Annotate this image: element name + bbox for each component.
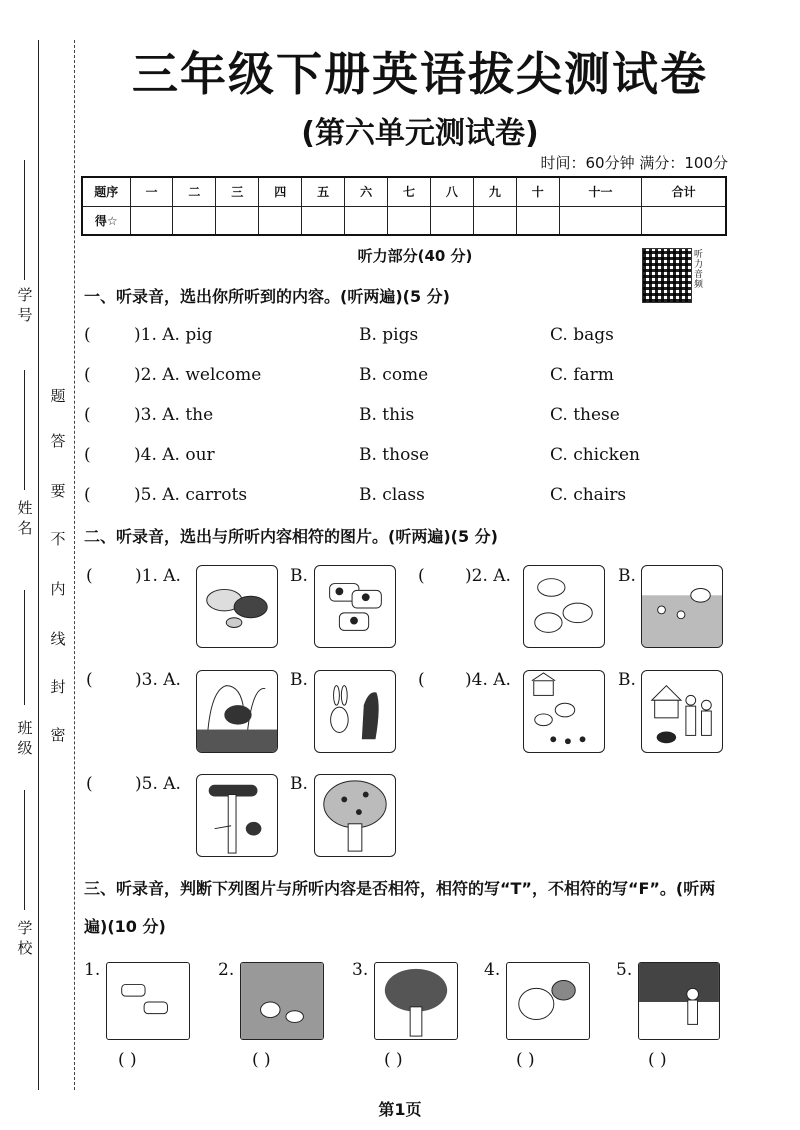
score-header-cell: 二 (173, 177, 216, 206)
score-cell[interactable] (559, 206, 642, 235)
seal-char: 密 (50, 726, 66, 744)
cows-picture[interactable] (314, 565, 396, 648)
score-cell[interactable] (345, 206, 388, 235)
score-cell[interactable] (430, 206, 473, 235)
answer-blank[interactable]: ( ) (516, 1050, 535, 1070)
score-header-cell: 八 (430, 177, 473, 206)
score-cell[interactable] (130, 206, 173, 235)
answer-paren[interactable]: ( (84, 485, 91, 505)
item-number: 5. (616, 960, 633, 980)
class-label: 班级 (17, 719, 33, 757)
school-label: 学校 (17, 919, 33, 957)
option-b: B. class (359, 485, 425, 505)
sheep-pair-picture[interactable] (506, 962, 590, 1040)
answer-paren[interactable]: ( (86, 774, 93, 794)
score-header-cell: 十一 (559, 177, 642, 206)
class-blank[interactable] (24, 590, 25, 705)
answer-paren[interactable]: ( (418, 566, 425, 586)
item-label: )2. A. (465, 566, 511, 586)
score-cell[interactable] (473, 206, 516, 235)
sheep-picture[interactable] (523, 565, 605, 648)
option-a: )1. A. pig (134, 325, 213, 345)
option-a: )2. A. welcome (134, 365, 262, 385)
binding-line-dashed (74, 40, 75, 1090)
score-cell[interactable] (302, 206, 345, 235)
item-number: 3. (352, 960, 369, 980)
score-header-cell: 一 (130, 177, 173, 206)
binding-line-outer (38, 40, 39, 1090)
option-c: C. bags (550, 325, 614, 345)
answer-paren[interactable]: ( (84, 445, 91, 465)
qr-code-label: 听力音频 (694, 250, 704, 290)
answer-paren[interactable]: ( (84, 365, 91, 385)
item-label: )3. A. (135, 670, 181, 690)
apple-tree-picture[interactable] (314, 774, 396, 857)
option-c: C. chairs (550, 485, 627, 505)
item-number: 4. (484, 960, 501, 980)
item-label-b: B. (290, 670, 308, 690)
score-cell[interactable] (642, 206, 726, 235)
farm-picture[interactable] (523, 670, 605, 753)
exam-subtitle: (第六单元测试卷) (301, 116, 539, 151)
rabbit-picture[interactable] (314, 670, 396, 753)
score-header-cell: 六 (345, 177, 388, 206)
score-header-cell: 题序 (82, 177, 130, 206)
answer-paren[interactable]: ( (86, 566, 93, 586)
item-label: )4. A. (465, 670, 511, 690)
item-label-b: B. (290, 774, 308, 794)
rain-rabbit-picture[interactable] (240, 962, 324, 1040)
option-b: B. those (359, 445, 430, 465)
score-table-score-row (82, 206, 726, 235)
section1-heading: 一、听录音，选出你所听到的内容。(听两遍)(5 分) (84, 287, 450, 306)
seal-char: 题 (50, 387, 66, 405)
school-blank[interactable] (24, 790, 25, 910)
option-a: )5. A. carrots (134, 485, 248, 505)
item-label: )5. A. (135, 774, 181, 794)
answer-blank[interactable]: ( ) (118, 1050, 137, 1070)
score-row-label: 得☆ (82, 206, 130, 235)
score-cell[interactable] (259, 206, 302, 235)
item-number: 1. (84, 960, 101, 980)
exam-title: 三年级下册英语拔尖测试卷 (132, 47, 708, 101)
horses-picture[interactable] (106, 962, 190, 1040)
student-id-label: 学号 (17, 286, 33, 324)
field-picture[interactable] (641, 565, 723, 648)
listening-part-title: 听力部分(40 分) (357, 247, 473, 265)
score-cell[interactable] (173, 206, 216, 235)
score-header-cell: 合计 (642, 177, 726, 206)
answer-blank[interactable]: ( ) (648, 1050, 667, 1070)
tree-picture[interactable] (374, 962, 458, 1040)
seal-char: 内 (50, 580, 66, 598)
score-header-cell: 五 (302, 177, 345, 206)
item-label-b: B. (618, 670, 636, 690)
exam-time-info: 时间：60分钟 满分：100分 (540, 154, 728, 172)
item-label-b: B. (290, 566, 308, 586)
option-b: B. come (359, 365, 429, 385)
section3-heading: 三、听录音，判断下列图片与所听内容是否相符，相符的写“T”，不相符的写“F”。(听两遍)(10 分) (84, 879, 716, 936)
name-label: 姓名 (17, 499, 33, 537)
score-header-cell: 七 (388, 177, 431, 206)
answer-paren[interactable]: ( (86, 670, 93, 690)
option-a: )4. A. our (134, 445, 215, 465)
hen-picture[interactable] (196, 670, 278, 753)
answer-paren[interactable]: ( (84, 325, 91, 345)
qr-code-icon[interactable] (642, 248, 692, 303)
score-header-cell: 四 (259, 177, 302, 206)
seal-char: 线 (50, 630, 66, 648)
item-label-b: B. (618, 566, 636, 586)
score-header-cell: 十 (516, 177, 559, 206)
option-c: C. farm (550, 365, 614, 385)
page-number: 第1页 (378, 1100, 422, 1119)
family-picture[interactable] (641, 670, 723, 753)
pigs-picture[interactable] (196, 565, 278, 648)
seal-char: 答 (50, 432, 66, 450)
answer-blank[interactable]: ( ) (384, 1050, 403, 1070)
score-cell[interactable] (516, 206, 559, 235)
answer-blank[interactable]: ( ) (252, 1050, 271, 1070)
kite-boy-picture[interactable] (638, 962, 720, 1040)
option-c: C. these (550, 405, 620, 425)
answer-paren[interactable]: ( (84, 405, 91, 425)
score-table (81, 176, 727, 236)
score-cell[interactable] (216, 206, 259, 235)
item-number: 2. (218, 960, 235, 980)
option-c: C. chicken (550, 445, 640, 465)
seal-char: 不 (50, 530, 66, 548)
option-b: B. this (359, 405, 415, 425)
option-a: )3. A. the (134, 405, 214, 425)
item-label: )1. A. (135, 566, 181, 586)
name-blank[interactable] (24, 370, 25, 490)
score-table-header-row (82, 177, 726, 206)
score-header-cell: 三 (216, 177, 259, 206)
seal-char: 封 (50, 678, 66, 696)
option-b: B. pigs (359, 325, 419, 345)
score-header-cell: 九 (473, 177, 516, 206)
score-cell[interactable] (388, 206, 431, 235)
tree-bird-picture[interactable] (196, 774, 278, 857)
answer-paren[interactable]: ( (418, 670, 425, 690)
seal-char: 要 (50, 482, 66, 500)
section2-heading: 二、听录音，选出与所听内容相符的图片。(听两遍)(5 分) (84, 527, 498, 546)
